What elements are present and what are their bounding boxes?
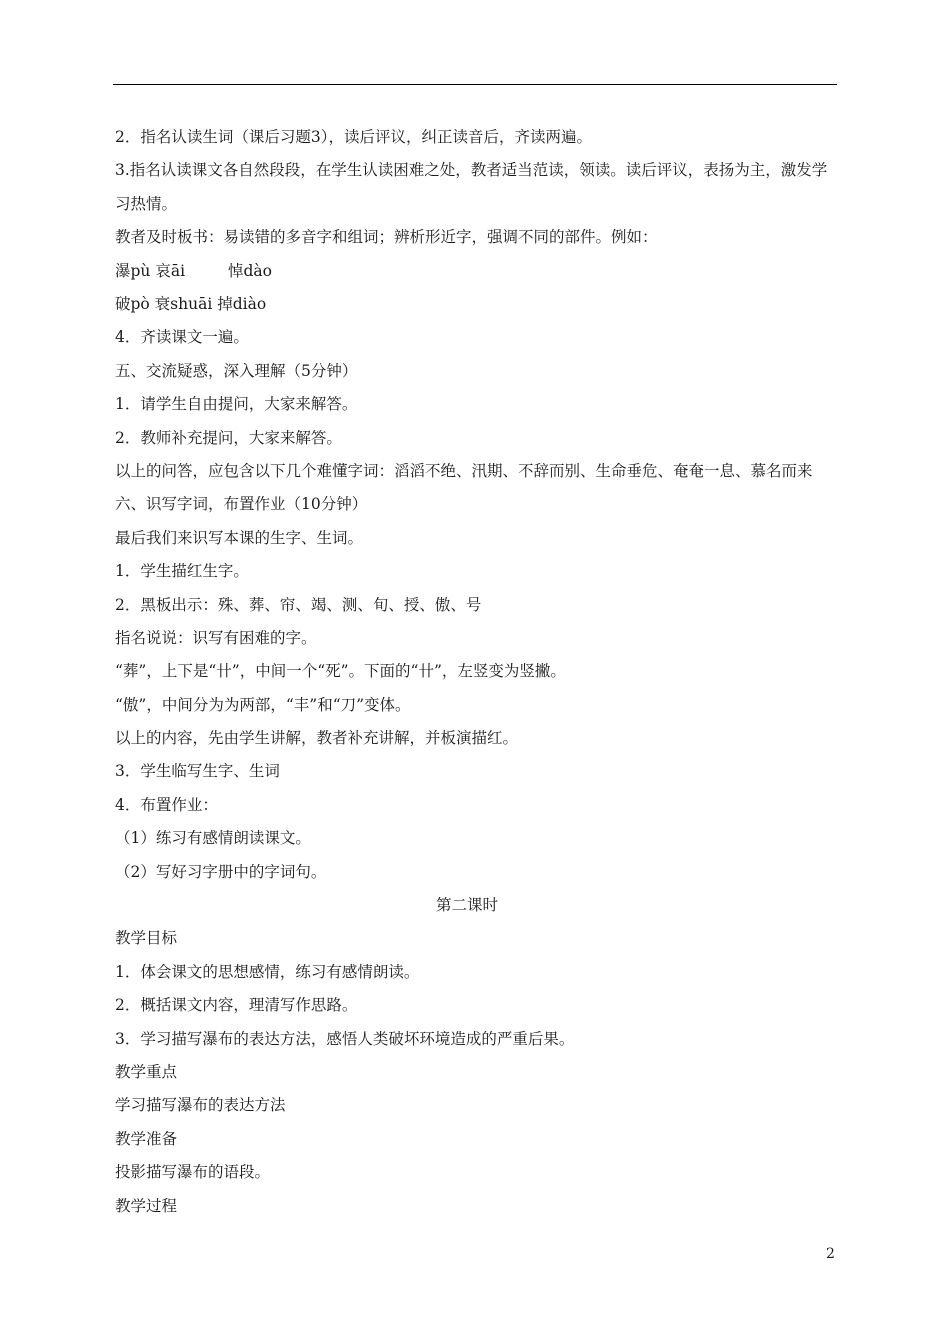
paragraph: 1．请学生自由提问，大家来解答。: [115, 395, 358, 414]
document-body: [115, 121, 839, 1223]
paragraph: （1）练习有感情朗读课文。: [115, 829, 311, 848]
pinyin-group: 破pò 衰shuāi 掉diào: [115, 294, 267, 313]
paragraph: “葬”，上下是“卄”，中间一个“死”。下面的“卄”，左竖变为竖撇。: [115, 662, 566, 681]
section-heading: 教学目标: [115, 929, 178, 948]
paragraph: 2．概括课文内容，理清写作思路。: [115, 996, 358, 1015]
paragraph: 教者及时板书：易读错的多音字和组词；辨析形近字，强调不同的部件。例如：: [115, 228, 658, 247]
paragraph: 3.指名认读课文各自然段段，在学生认读困难之处，教者适当范读，领读。读后评议，表扬为主，激发学习热情。: [115, 161, 828, 213]
pinyin-row: [115, 288, 839, 321]
paragraph: 4．齐读课文一遍。: [115, 328, 249, 347]
section-heading: 教学过程: [115, 1196, 178, 1215]
paragraph: 3．学习描写瀑布的表达方法，感悟人类破坏环境造成的严重后果。: [115, 1029, 575, 1048]
section-heading: 六、识写字词，布置作业（10分钟）: [115, 495, 368, 514]
paragraph: 学习描写瀑布的表达方法: [115, 1096, 286, 1115]
header-rule: [113, 84, 837, 85]
section-heading: 五、交流疑惑，深入理解（5分钟）: [115, 361, 358, 380]
paragraph: 最后我们来识写本课的生字、生词。: [115, 528, 364, 547]
paragraph: 以上的问答，应包含以下几个难懂字词：滔滔不绝、汛期、不辞而别、生命垂危、奄奄一息、慕名而来: [115, 461, 813, 480]
paragraph: 2．教师补充提问，大家来解答。: [115, 428, 342, 447]
section-heading: 教学准备: [115, 1129, 178, 1148]
paragraph: 以上的内容，先由学生讲解，教者补充讲解，并板演描红。: [115, 729, 519, 748]
pinyin-group: 悼dào: [228, 261, 272, 280]
paragraph: 2．指名认读生词（课后习题3），读后评议，纠正读音后，齐读两遍。: [115, 128, 592, 146]
pinyin-group: 瀑pù 哀āi: [115, 261, 186, 280]
paragraph: 投影描写瀑布的语段。: [115, 1163, 271, 1182]
section-heading: 教学重点: [115, 1062, 178, 1081]
page-number: 2: [826, 1246, 835, 1262]
lesson-title: 第二课时: [435, 896, 498, 915]
paragraph: 4．布置作业：: [115, 795, 218, 814]
pinyin-row: [115, 255, 839, 288]
paragraph: 1．学生描红生字。: [115, 562, 249, 581]
paragraph: （2）写好习字册中的字词句。: [115, 862, 327, 881]
paragraph: 3．学生临写生字、生词: [115, 762, 280, 781]
paragraph: “傲”，中间分为为两部，“丰”和“刀”变体。: [115, 695, 411, 714]
paragraph: 2．黑板出示：殊、葬、帘、竭、测、旬、授、傲、号: [115, 595, 482, 614]
paragraph: 指名说说：识写有困难的字。: [115, 628, 317, 647]
paragraph: 1．体会课文的思想感情，练习有感情朗读。: [115, 962, 420, 981]
